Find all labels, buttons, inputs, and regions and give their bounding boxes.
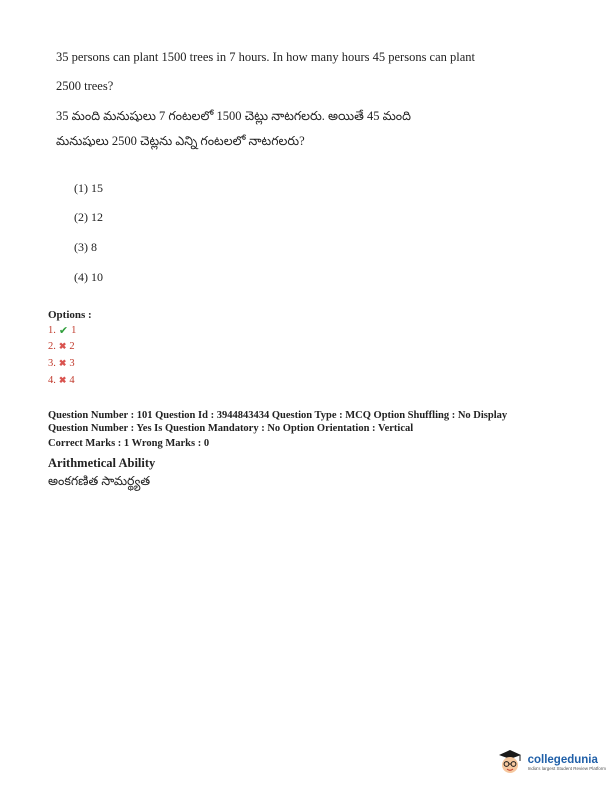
option-row-1	[48, 324, 76, 337]
question-telugu-line2: మనుషులు 2500 చెట్లను ఎన్ని గంటలలో నాటగలరు?	[56, 134, 305, 148]
options-label: Options :	[48, 309, 92, 321]
collegedunia-logo	[496, 748, 606, 776]
cross-icon: ✖	[58, 358, 67, 368]
question-telugu-line1: 35 మంది మనుషులు 7 గంటలలో 1500 చెట్లు నాటగలరు. అయితే 45 మంది	[56, 109, 411, 123]
question-english-line2: 2500 trees?	[56, 79, 114, 93]
section-title-english: Arithmetical Ability	[48, 456, 156, 470]
option-value: 3	[69, 358, 75, 369]
student-face-icon	[496, 748, 524, 776]
section-title-telugu: అంకగణిత సామర్థ్యత	[48, 474, 151, 488]
option-number: 4.	[48, 375, 56, 386]
choice-3: (3) 8	[74, 240, 97, 254]
question-meta-line1: Question Number : 101 Question Id : 3944843434 Question Type : MCQ Option Shuffling : No Display	[48, 410, 508, 421]
check-icon: ✔	[58, 325, 69, 337]
option-value: 1	[71, 325, 77, 336]
choice-2: (2) 12	[74, 210, 103, 224]
choice-1: (1) 15	[74, 181, 103, 195]
option-value: 2	[69, 341, 75, 352]
option-row-4	[48, 375, 75, 386]
question-meta-line2: Question Number : Yes Is Question Mandatory : No Option Orientation : Vertical	[48, 423, 414, 434]
option-number: 3.	[48, 358, 56, 369]
logo-wordmark: collegedunia	[527, 753, 598, 766]
cross-icon: ✖	[58, 375, 67, 385]
logo-tagline: India's largest Student Review Platform	[527, 765, 606, 771]
option-number: 1.	[48, 325, 56, 336]
option-number: 2.	[48, 341, 56, 352]
option-row-3	[48, 358, 75, 369]
option-row-2	[48, 341, 75, 352]
question-meta-line3: Correct Marks : 1 Wrong Marks : 0	[48, 438, 210, 449]
option-value: 4	[69, 375, 75, 386]
cross-icon: ✖	[58, 341, 67, 351]
choice-4: (4) 10	[74, 270, 103, 284]
question-english-line1: 35 persons can plant 1500 trees in 7 hours. In how many hours 45 persons can plant	[56, 50, 476, 64]
